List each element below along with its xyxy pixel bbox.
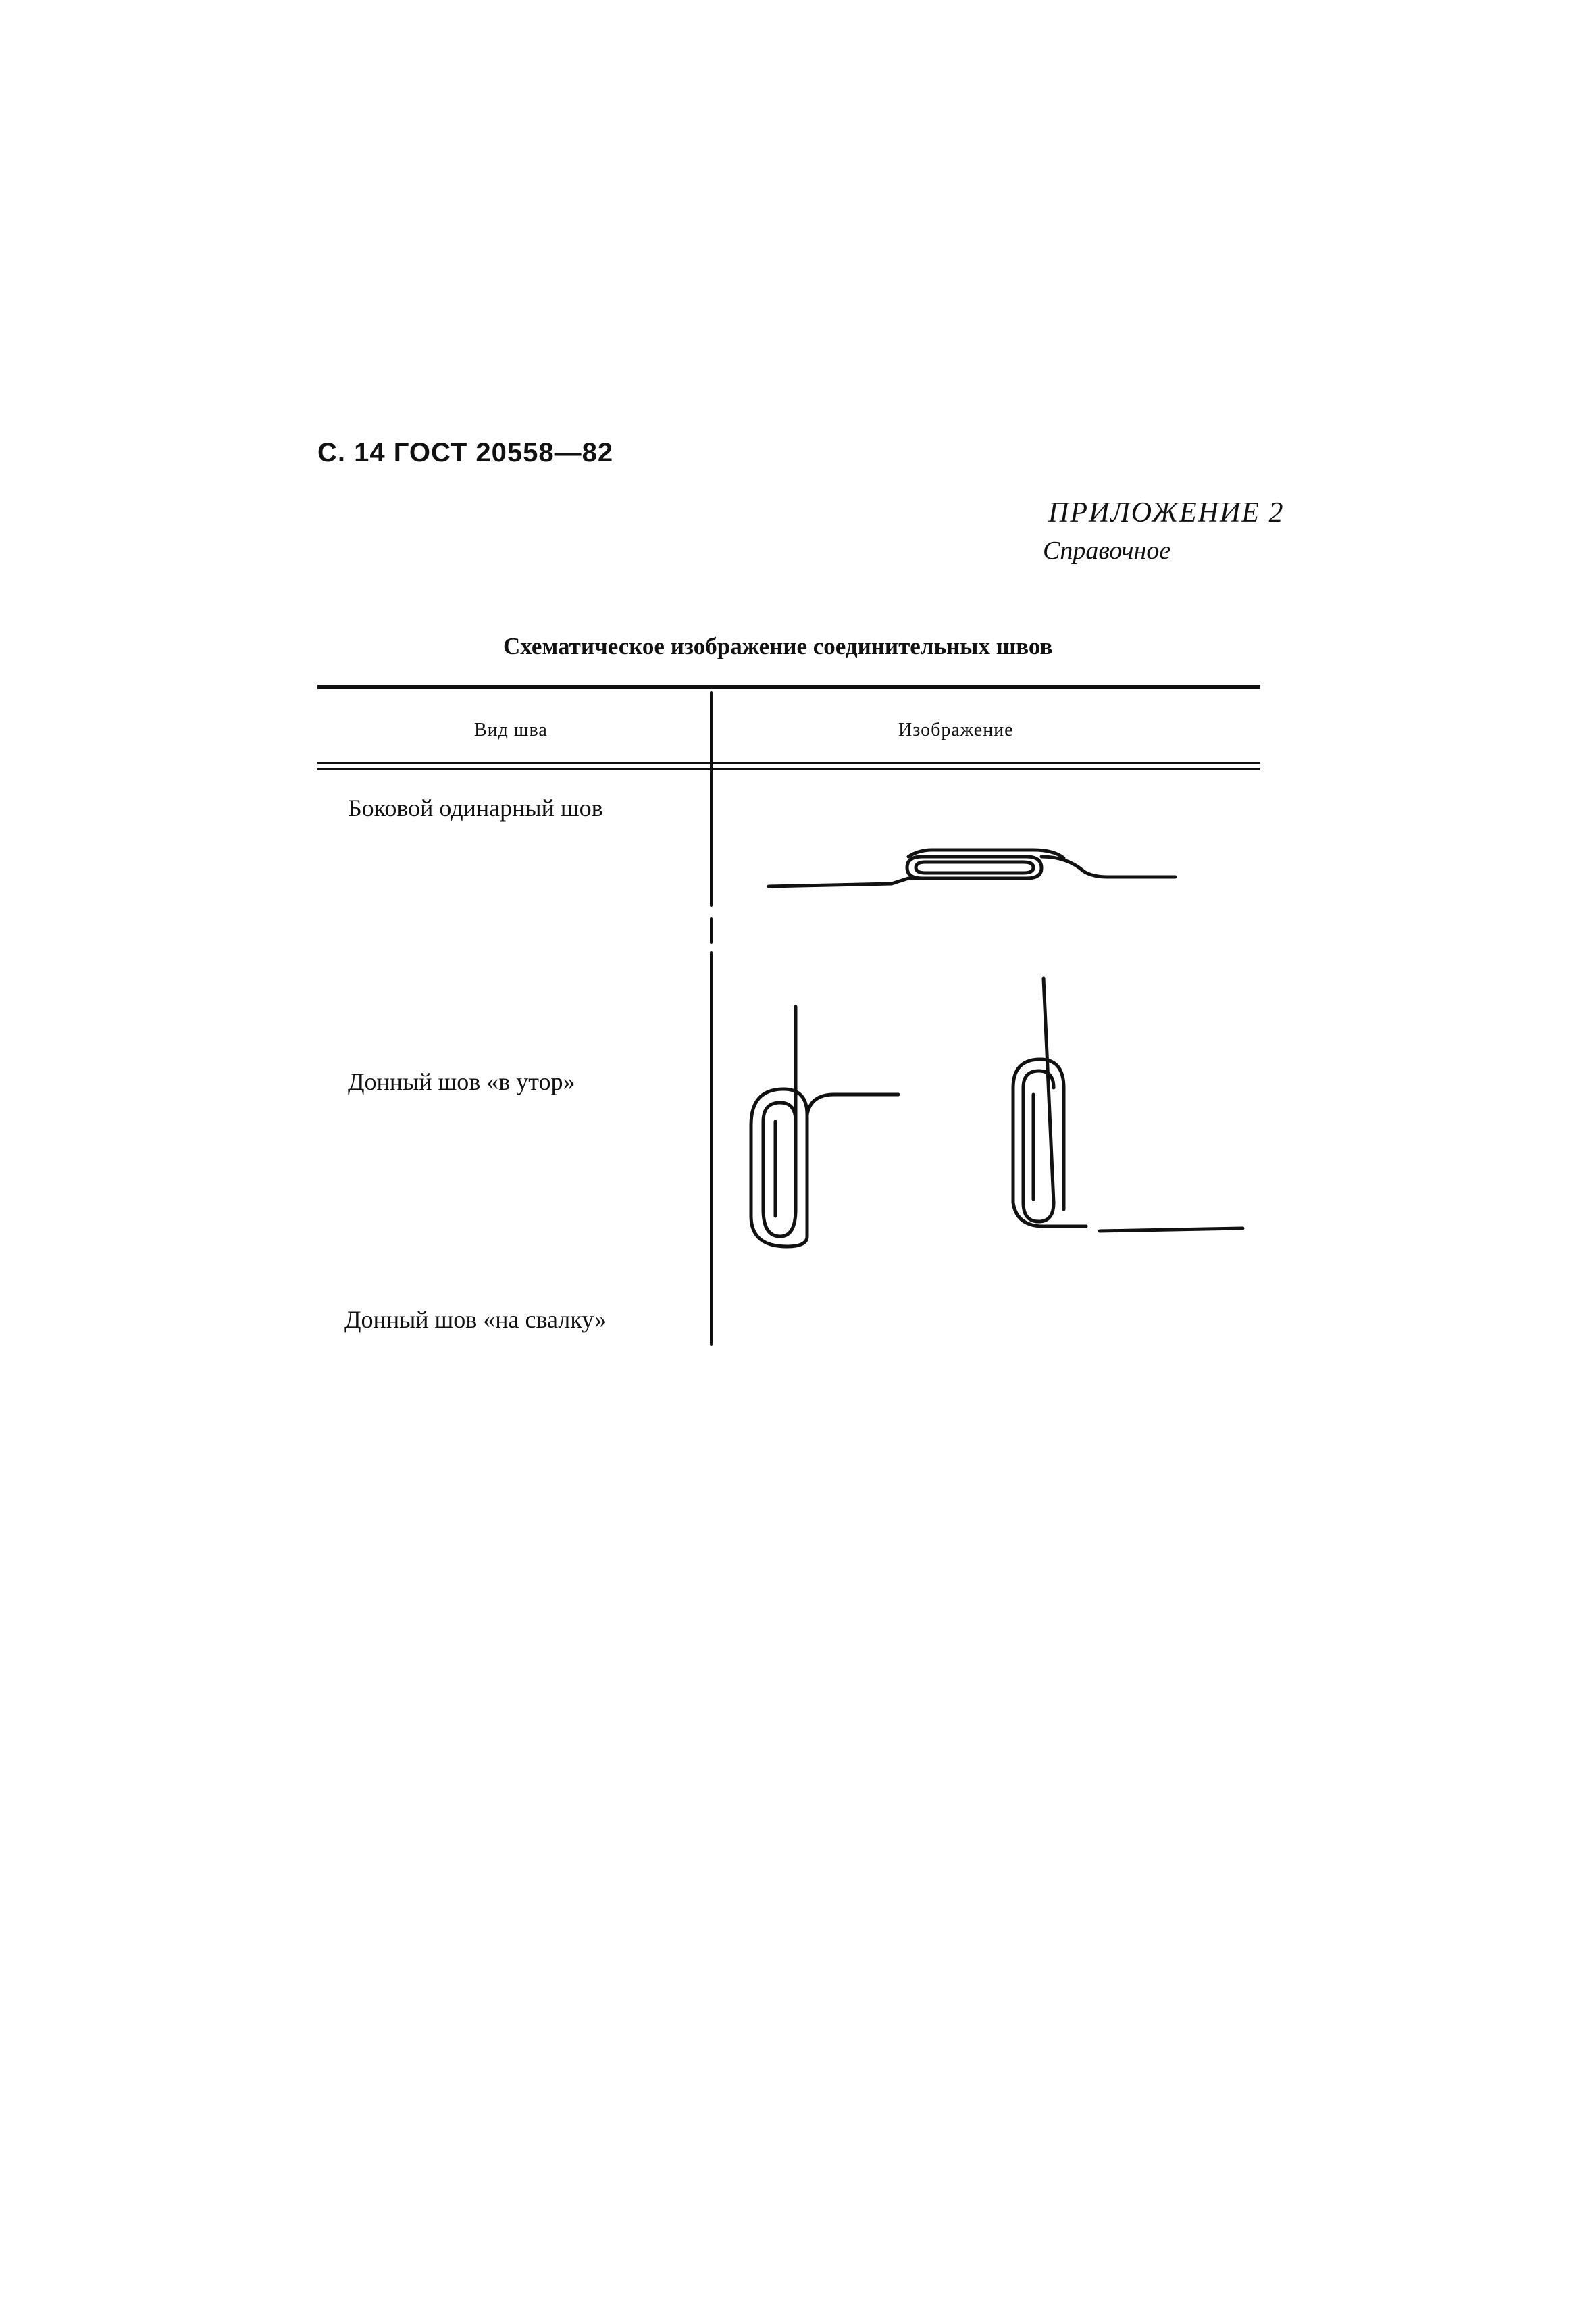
chime-seam-drawing-left: [751, 1007, 898, 1247]
appendix-type: Справочное: [1043, 536, 1171, 565]
column-header-seam-type: Вид шва: [474, 720, 548, 740]
appendix-label: ПРИЛОЖЕНИЕ 2: [1048, 497, 1285, 528]
page-header: С. 14 ГОСТ 20558—82: [317, 438, 614, 468]
row-label-bottom-seam-chime: Донный шов «в утор»: [348, 1068, 575, 1095]
chime-seam-drawing-right: [1013, 978, 1243, 1231]
side-seam-drawing: [769, 850, 1175, 886]
column-header-image: Изображение: [898, 720, 1014, 740]
row-label-bottom-seam-lap: Донный шов «на свалку»: [344, 1306, 607, 1333]
table-title: Схематическое изображение соединительных швов: [503, 633, 1053, 659]
row-label-side-seam: Боковой одинарный шов: [348, 795, 603, 822]
